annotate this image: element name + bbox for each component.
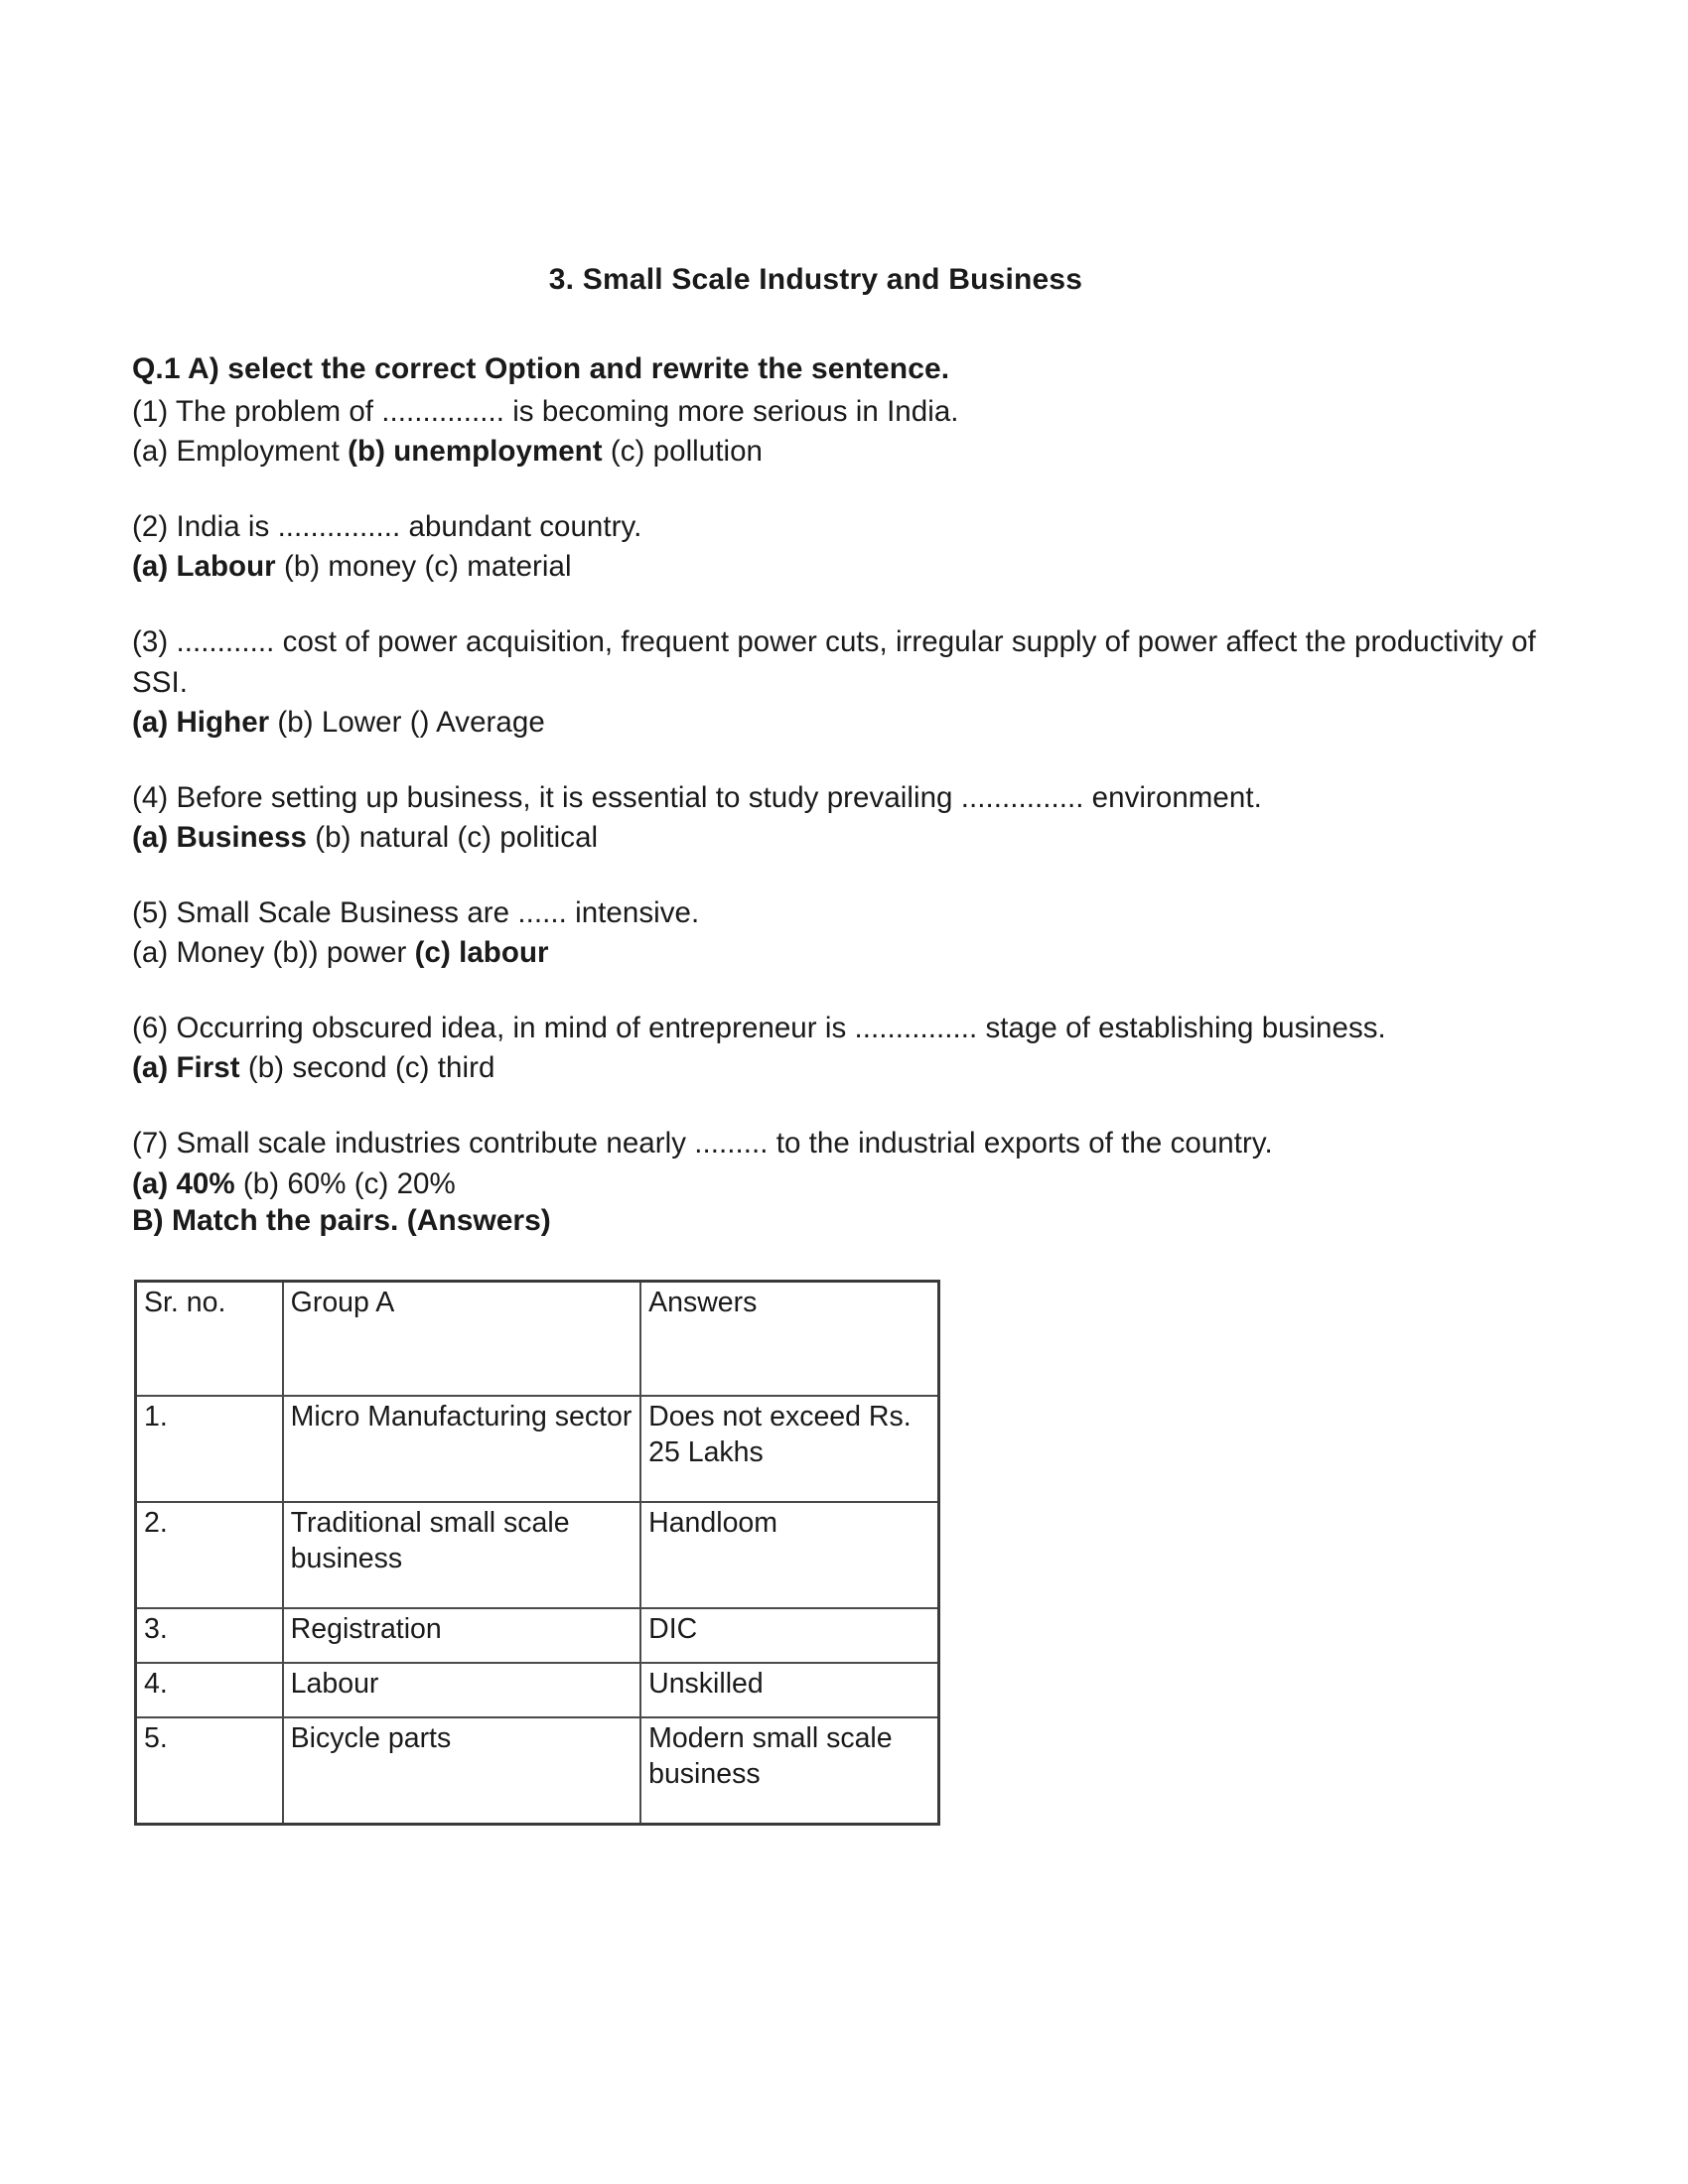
- cell-answer: Does not exceed Rs. 25 Lakhs: [640, 1396, 938, 1502]
- question-item-4: [132, 778, 1539, 858]
- cell-answer: DIC: [640, 1608, 938, 1663]
- cell-group-a: Micro Manufacturing sector: [283, 1396, 640, 1502]
- option-correct: (a) Labour: [132, 550, 276, 584]
- cell-group-a: Registration: [283, 1608, 640, 1663]
- option-correct: (b) unemployment: [348, 435, 603, 469]
- cell-answer: Unskilled: [640, 1663, 938, 1717]
- option-prefix: (a) Money (b)) power: [132, 936, 415, 970]
- question-options: [132, 933, 1539, 973]
- question-text: (7) Small scale industries contribute nearly ......... to the industrial exports of the country.: [132, 1127, 1273, 1160]
- question-options: [132, 818, 1539, 858]
- option-suffix: (b) money (c) material: [275, 550, 572, 584]
- option-correct: (a) First: [132, 1051, 240, 1085]
- cell-group-a: Traditional small scale business: [283, 1502, 640, 1608]
- table-row: [136, 1396, 939, 1502]
- option-correct: (c) labour: [414, 936, 549, 970]
- question-options: [132, 547, 1539, 587]
- table-row: [136, 1717, 939, 1825]
- question-options: [132, 703, 1539, 743]
- question-item-7: [132, 1124, 1539, 1203]
- option-correct: (a) Business: [132, 820, 308, 854]
- question-item-3: [132, 622, 1539, 742]
- option-prefix: (a) Employment: [132, 435, 349, 469]
- question-text: (6) Occurring obscured idea, in mind of entrepreneur is ............... stage of establishing business.: [132, 1012, 1386, 1045]
- cell-group-a: Bicycle parts: [283, 1717, 640, 1825]
- question-item-5: [132, 893, 1539, 973]
- question-options: [132, 1048, 1539, 1088]
- question-item-2: [132, 507, 1539, 587]
- column-header-answers: Answers: [640, 1281, 938, 1396]
- question-text: (2) India is ............... abundant country.: [132, 510, 642, 544]
- question-text: (1) The problem of ............... is becoming more serious in India.: [132, 395, 959, 428]
- table-row: [136, 1608, 939, 1663]
- cell-sr-no: 3.: [136, 1608, 283, 1663]
- option-correct: (a) 40%: [132, 1166, 235, 1200]
- question-options: [132, 432, 1539, 472]
- table-row: [136, 1663, 939, 1717]
- cell-sr-no: 4.: [136, 1663, 283, 1717]
- question-item-1: [132, 392, 1539, 472]
- column-header-sr-no: Sr. no.: [136, 1281, 283, 1396]
- table-header-row: [136, 1281, 939, 1396]
- cell-answer: Modern small scale business: [640, 1717, 938, 1825]
- option-suffix: (c) pollution: [602, 435, 764, 469]
- option-suffix: (b) Lower () Average: [269, 705, 545, 739]
- option-correct: (a) Higher: [132, 705, 270, 739]
- question-text: (3) ............ cost of power acquisition, frequent power cuts, irregular supply of power affect the productivity of SSI.: [132, 625, 1536, 699]
- cell-sr-no: 5.: [136, 1717, 283, 1825]
- option-suffix: (b) natural (c) political: [307, 820, 599, 854]
- match-the-pairs-table: [134, 1280, 940, 1826]
- question-text: (4) Before setting up business, it is essential to study prevailing ............... environment.: [132, 780, 1262, 814]
- cell-group-a: Labour: [283, 1663, 640, 1717]
- column-header-group-a: Group A: [283, 1281, 640, 1396]
- question-text: (5) Small Scale Business are ...... intensive.: [132, 895, 700, 929]
- cell-answer: Handloom: [640, 1502, 938, 1608]
- table-row: [136, 1502, 939, 1608]
- question-item-6: [132, 1009, 1539, 1088]
- cell-sr-no: 1.: [136, 1396, 283, 1502]
- section-a-heading: Q.1 A) select the correct Option and rewrite the sentence.: [132, 352, 950, 385]
- option-suffix: (b) 60% (c) 20%: [234, 1166, 456, 1200]
- option-suffix: (b) second (c) third: [239, 1051, 495, 1085]
- question-options: [132, 1164, 1539, 1204]
- section-b-heading: B) Match the pairs. (Answers): [132, 1203, 551, 1237]
- page-title: 3. Small Scale Industry and Business: [548, 263, 1083, 296]
- cell-sr-no: 2.: [136, 1502, 283, 1608]
